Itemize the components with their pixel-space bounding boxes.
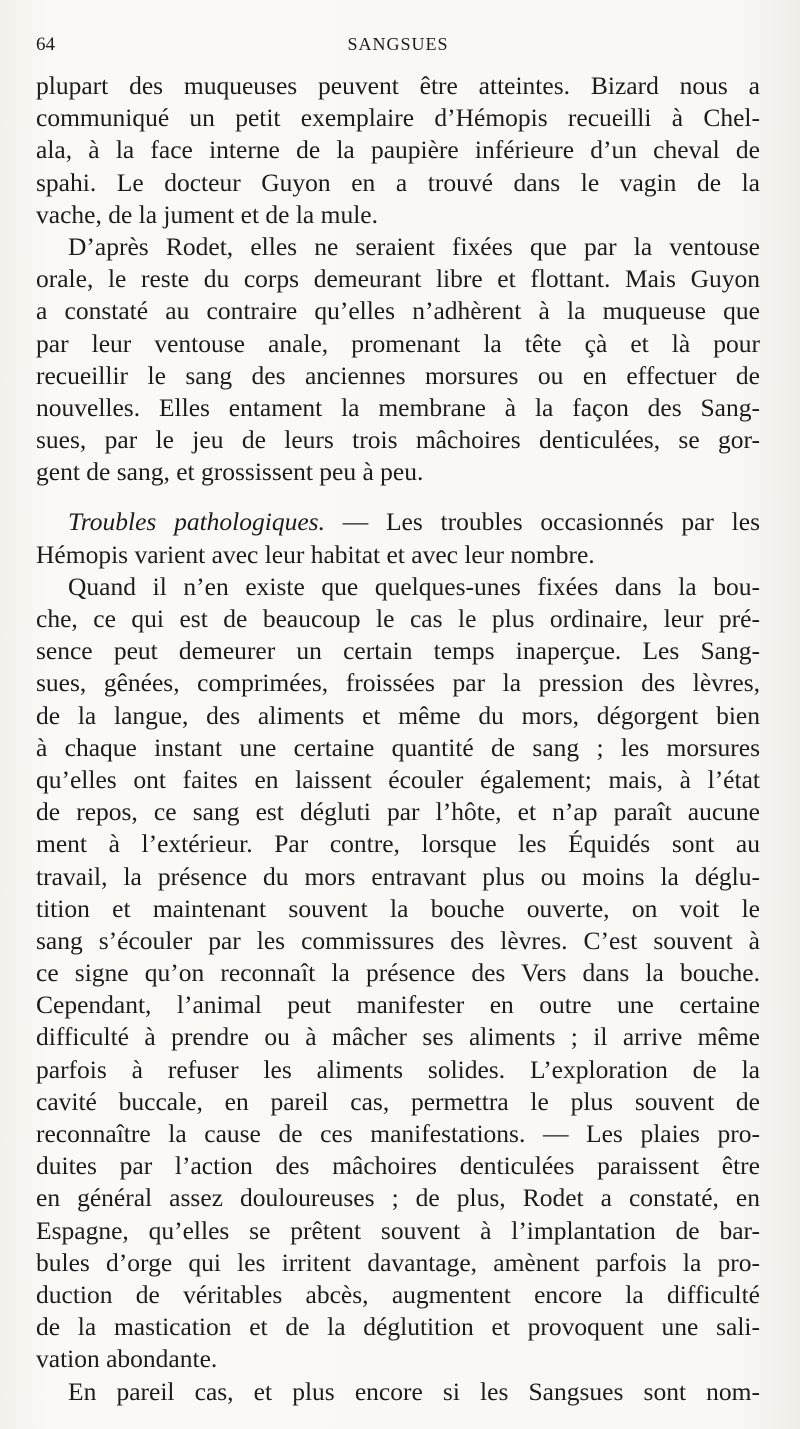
text-line: nouvelles. Elles entament la membrane à la façon des Sang- <box>36 392 760 422</box>
text-line: Espagne, qu’elles se prêtent souvent à l’implantation de bar- <box>36 1215 760 1245</box>
body-text <box>36 70 760 1408</box>
text-line: duites par l’action des mâchoires denticulées paraissent être <box>36 1151 760 1181</box>
text-line: qu’elles ont faites en laissent écouler également; mais, à l’état <box>36 764 760 794</box>
running-title: SANGSUES <box>347 34 449 54</box>
text-line: orale, le reste du corps demeurant libre et flottant. Mais Guyon <box>36 264 760 294</box>
paragraph <box>36 571 760 1376</box>
text-line: sues, gênées, comprimées, froissées par la pression des lèvres, <box>36 668 760 698</box>
text-line: sang s’écouler par les commissures des lèvres. C’est souvent à <box>36 925 760 955</box>
text-line: reconnaître la cause de ces manifestations. — Les plaies pro- <box>36 1119 760 1148</box>
text-line: vache, de la jument et de la mule. <box>36 199 378 229</box>
text-line <box>36 506 760 538</box>
running-head <box>36 32 760 58</box>
text-line: cavité buccale, en pareil cas, permettra le plus souvent de <box>36 1086 760 1116</box>
text-line: che, ce qui est de beaucoup le cas le plus ordinaire, leur pré- <box>36 604 760 633</box>
text-line: de repos, ce sang est dégluti par l’hôte, et n’ap paraît aucune <box>36 797 760 827</box>
text-line: a constaté au contraire qu’elles n’adhèrent à la muqueuse que <box>36 296 760 326</box>
text-line: à chaque instant une certaine quantité de sang ; les morsures <box>36 732 760 762</box>
text-line: duction de véritables abcès, augmentent encore la difficulté <box>36 1279 760 1309</box>
text-line: sues, par le jeu de leurs trois mâchoires denticulées, se gor- <box>36 425 760 455</box>
paragraph <box>36 506 760 570</box>
text-line: ce signe qu’on reconnaît la présence des Vers dans la bouche. <box>36 958 760 988</box>
text-line: communiqué un petit exemplaire d’Hémopis recueilli à Chel- <box>36 103 760 133</box>
text-line: parfois à refuser les aliments solides. L’exploration de la <box>36 1054 760 1084</box>
text-line: Quand il n’en existe que quelques-unes fixées dans la bou- <box>68 571 760 601</box>
text-line: Cependant, l’animal peut manifester en outre une certaine <box>36 990 760 1020</box>
text-line: en général assez douloureuses ; de plus, Rodet a constaté, en <box>36 1183 760 1213</box>
text-line: sence peut demeurer un certain temps inaperçue. Les Sang- <box>36 636 760 666</box>
text-line: plupart des muqueuses peuvent être atteintes. Bizard nous a <box>36 71 760 100</box>
text-line: vation abondante. <box>36 1344 218 1374</box>
text-line: ment à l’extérieur. Par contre, lorsque les Équidés sont au <box>36 829 760 859</box>
paragraph-gap <box>36 488 760 506</box>
text-line: recueillir le sang des anciennes morsures ou en effectuer de <box>36 360 760 390</box>
section-lead-text: — Les troubles occasionnés par les <box>324 507 760 537</box>
section-title: Troubles pathologiques. <box>68 507 325 537</box>
text-line: difficulté à prendre ou à mâcher ses aliments ; il arrive même <box>36 1022 760 1052</box>
text-line: par leur ventouse anale, promenant la tête çà et là pour <box>36 328 760 358</box>
text-line: spahi. Le docteur Guyon en a trouvé dans le vagin de la <box>36 167 760 197</box>
text-line: travail, la présence du mors entravant plus ou moins la déglu- <box>36 861 760 891</box>
text-line: de la langue, des aliments et même du mors, dégorgent bien <box>36 700 760 730</box>
text-line: gent de sang, et grossissent peu à peu. <box>36 457 424 487</box>
text-line: D’après Rodet, elles ne seraient fixées que par la ventouse <box>68 231 760 261</box>
text-line: Hémopis varient avec leur habitat et avec leur nombre. <box>36 539 595 569</box>
text-line: de la mastication et de la déglutition et provoquent une sali- <box>36 1312 760 1342</box>
paragraph <box>36 70 760 231</box>
text-line: bules d’orge qui les irritent davantage, amènent parfois la pro- <box>36 1247 760 1277</box>
text-line: En pareil cas, et plus encore si les Sangsues sont nom- <box>68 1376 760 1406</box>
text-line: ala, à la face interne de la paupière inférieure d’un cheval de <box>36 135 760 165</box>
paragraph <box>36 1376 760 1408</box>
text-line: tition et maintenant souvent la bouche ouverte, on voit le <box>36 893 760 923</box>
paragraph <box>36 231 760 489</box>
page-number: 64 <box>36 34 55 55</box>
